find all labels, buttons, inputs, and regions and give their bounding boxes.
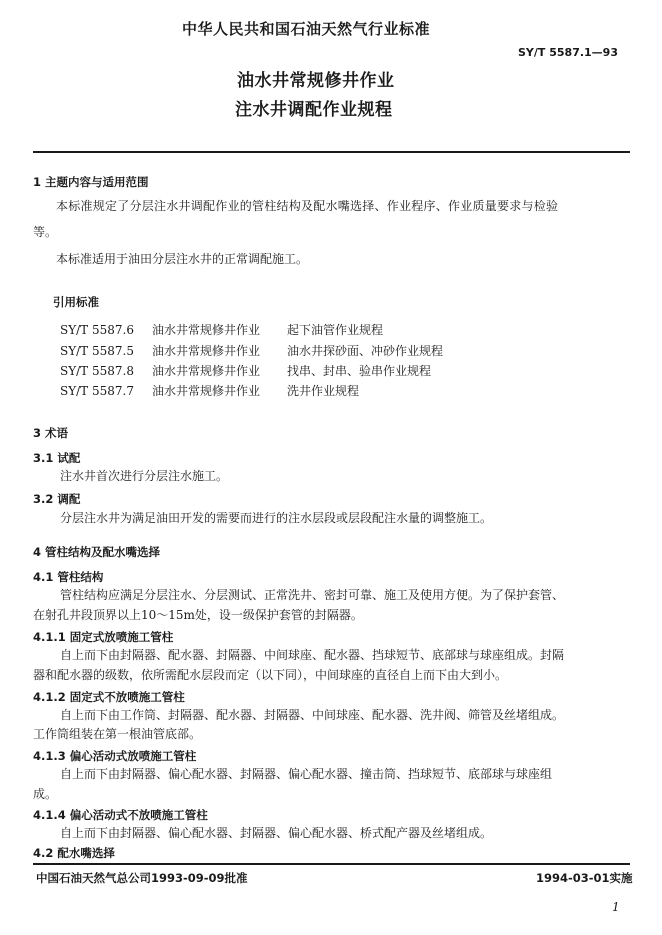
subsection-4-1-line-2: 在射孔井段顶界以上10～15m处，设一级保护套管的封隔器。 xyxy=(33,608,363,622)
subsection-4-1-heading: 4.1 管柱结构 xyxy=(33,570,104,584)
subsection-4-2-heading: 4.2 配水嘴选择 xyxy=(33,846,115,860)
term-3-1-definition: 注水井首次进行分层注水施工。 xyxy=(60,469,229,483)
reference-item xyxy=(60,323,383,337)
footer-divider xyxy=(33,863,630,865)
reference-series: 油水井常规修井作业 xyxy=(152,323,261,337)
section-1-heading: 1 主题内容与适用范围 xyxy=(33,175,149,189)
section-1-paragraph-1-line-1: 本标准规定了分层注水井调配作业的管柱结构及配水嘴选择、作业程序、作业质量要求与检验 xyxy=(56,199,559,213)
subsection-4-1-3-heading: 4.1.3 偏心活动式放喷施工管柱 xyxy=(33,749,197,763)
section-4-heading: 4 管柱结构及配水嘴选择 xyxy=(33,545,161,559)
subsection-4-1-3-line-2: 成。 xyxy=(33,787,58,801)
subsection-4-1-4-heading: 4.1.4 偏心活动式不放喷施工管柱 xyxy=(33,808,208,822)
document-title-line2: 注水井调配作业规程 xyxy=(235,100,393,120)
term-3-1-heading: 3.1 试配 xyxy=(33,451,81,465)
reference-title: 起下油管作业规程 xyxy=(287,323,384,337)
reference-code: SY/T 5587.8 xyxy=(60,364,134,378)
subsection-4-1-3-line-1: 自上而下由封隔器、偏心配水器、封隔器、偏心配水器、撞击筒、挡球短节、底部球与球座组 xyxy=(60,767,553,781)
approval-statement: 中国石油天然气总公司1993-09-09批准 xyxy=(36,871,248,885)
reference-series: 油水井常规修井作业 xyxy=(152,364,261,378)
reference-series: 油水井常规修井作业 xyxy=(152,384,261,398)
section-1-paragraph-1-line-2: 等。 xyxy=(33,225,58,239)
implementation-date: 1994-03-01实施 xyxy=(536,871,633,885)
subsection-4-1-4-line-1: 自上而下由封隔器、偏心配水器、封隔器、偏心配水器、桥式配产器及丝堵组成。 xyxy=(60,826,493,840)
subsection-4-1-2-line-1: 自上而下由工作筒、封隔器、配水器、封隔器、中间球座、配水器、洗井阀、筛管及丝堵组成。 xyxy=(60,708,565,722)
term-3-2-heading: 3.2 调配 xyxy=(33,492,81,506)
reference-item xyxy=(60,384,359,398)
section-2-heading: 引用标准 xyxy=(53,295,99,309)
subsection-4-1-line-1: 管柱结构应满足分层注水、分层测试、正常洗井、密封可靠、施工及使用方便。为了保护套管、 xyxy=(60,588,565,602)
section-1-paragraph-2: 本标准适用于油田分层注水井的正常调配施工。 xyxy=(56,252,309,266)
header-divider xyxy=(33,151,630,153)
reference-title: 找串、封串、验串作业规程 xyxy=(287,364,432,378)
page-number: 1 xyxy=(612,900,620,914)
reference-series: 油水井常规修井作业 xyxy=(152,344,261,358)
subsection-4-1-1-heading: 4.1.1 固定式放喷施工管柱 xyxy=(33,630,174,644)
reference-item xyxy=(60,364,431,378)
reference-code: SY/T 5587.7 xyxy=(60,384,134,398)
reference-title: 洗井作业规程 xyxy=(287,384,360,398)
subsection-4-1-1-line-2: 器和配水器的级数，依所需配水层段而定（以下同），中间球座的直径自上而下由大到小。 xyxy=(33,668,508,682)
term-3-2-definition: 分层注水井为满足油田开发的需要而进行的注水层段或层段配注水量的调整施工。 xyxy=(60,511,493,525)
reference-item xyxy=(60,344,443,358)
reference-title: 油水井探砂面、冲砂作业规程 xyxy=(287,344,444,358)
reference-code: SY/T 5587.6 xyxy=(60,323,134,337)
subsection-4-1-2-heading: 4.1.2 固定式不放喷施工管柱 xyxy=(33,690,185,704)
standard-category: 中华人民共和国石油天然气行业标准 xyxy=(182,20,431,38)
subsection-4-1-1-line-1: 自上而下由封隔器、配水器、封隔器、中间球座、配水器、挡球短节、底部球与球座组成。封隔 xyxy=(60,648,565,662)
reference-code: SY/T 5587.5 xyxy=(60,344,134,358)
subsection-4-1-2-line-2: 工作筒组装在第一根油管底部。 xyxy=(33,727,202,741)
standard-code: SY/T 5587.1—93 xyxy=(518,46,618,59)
section-3-heading: 3 术语 xyxy=(33,426,69,440)
document-title-line1: 油水井常规修井作业 xyxy=(237,71,395,91)
